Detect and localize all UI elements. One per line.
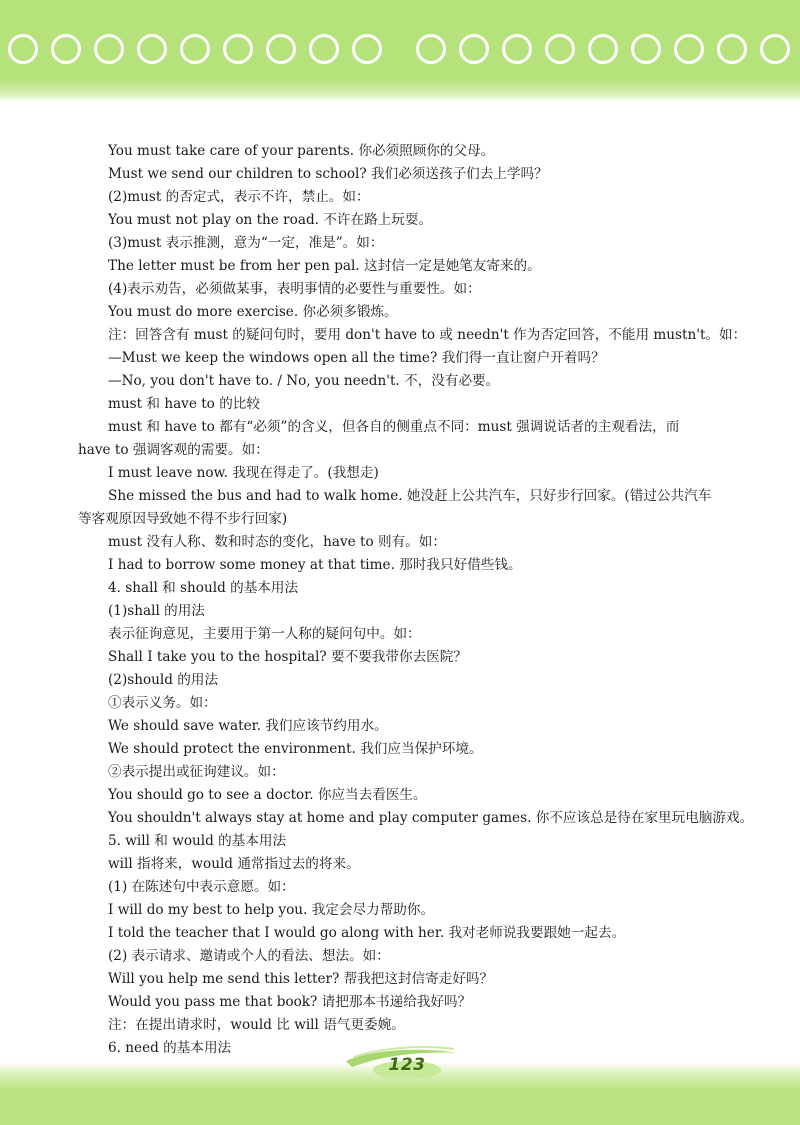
section-heading: must 和 have to 的比较 xyxy=(108,396,260,412)
text-line: I must leave now. 我现在得走了。(我想走) xyxy=(108,465,379,481)
top-decorative-band xyxy=(0,0,800,102)
text-line: (3)must 表示推测，意为“一定，准是”。如： xyxy=(108,235,384,251)
text-line: Shall I take you to the hospital? 要不要我带你去医院？ xyxy=(108,649,467,665)
circle-ornament-icon xyxy=(545,34,575,64)
section-heading: 6. need 的基本用法 xyxy=(108,1040,232,1056)
text-line: You must take care of your parents. 你必须照顾你的父母。 xyxy=(108,143,495,159)
circle-ornament-icon xyxy=(631,34,661,64)
circle-ornament-icon xyxy=(588,34,618,64)
circle-ornament-icon xyxy=(502,34,532,64)
text-line: ①表示义务。如： xyxy=(108,695,217,711)
text-line: must 没有人称、数和时态的变化，have to 则有。如： xyxy=(108,534,446,550)
circle-pattern xyxy=(0,34,800,72)
circle-ornament-icon xyxy=(309,34,339,64)
text-line: will 指将来，would 通常指过去的将来。 xyxy=(108,856,360,872)
circle-ornament-icon xyxy=(717,34,747,64)
circle-ornament-icon xyxy=(94,34,124,64)
circle-ornament-icon xyxy=(266,34,296,64)
text-line: You must do more exercise. 你必须多锻炼。 xyxy=(108,304,398,320)
circle-ornament-icon xyxy=(223,34,253,64)
subsection-heading: (2)should 的用法 xyxy=(108,672,219,688)
text-line: You must not play on the road. 不许在路上玩耍。 xyxy=(108,212,433,228)
section-heading: 5. will 和 would 的基本用法 xyxy=(108,833,287,849)
text-line: The letter must be from her pen pal. 这封信一定是她笔友寄来的。 xyxy=(108,258,541,274)
text-line: (4)表示劝告，必须做某事，表明事情的必要性与重要性。如： xyxy=(108,281,481,297)
circle-ornament-icon xyxy=(674,34,704,64)
text-line: We should save water. 我们应该节约用水。 xyxy=(108,718,388,734)
text-line: She missed the bus and had to walk home. 她没赶上公共汽车，只好步行回家。(错过公共汽车 xyxy=(108,488,712,504)
text-line: You shouldn't always stay at home and play computer games. 你不应该总是待在家里玩电脑游戏。 xyxy=(108,810,754,826)
text-line: I had to borrow some money at that time. 那时我只好借些钱。 xyxy=(108,557,522,573)
subsection-heading: (2) 表示请求、邀请或个人的看法、想法。如： xyxy=(108,948,390,964)
circle-ornament-icon xyxy=(137,34,167,64)
text-line: I told the teacher that I would go along with her. 我对老师说我要跟她一起去。 xyxy=(108,925,626,941)
text-line: 注：在提出请求时，would 比 will 语气更委婉。 xyxy=(108,1017,405,1033)
text-line: 注：回答含有 must 的疑问句时，要用 don't have to 或 needn't 作为否定回答，不能用 mustn't。如： xyxy=(108,327,747,343)
section-heading: 4. shall 和 should 的基本用法 xyxy=(108,580,299,596)
subsection-heading: (1)shall 的用法 xyxy=(108,603,205,619)
text-line: Must we send our children to school? 我们必须送孩子们去上学吗？ xyxy=(108,166,548,182)
text-line: Would you pass me that book? 请把那本书递给我好吗？ xyxy=(108,994,472,1010)
text-line: ②表示提出或征询建议。如： xyxy=(108,764,285,780)
circle-ornament-icon xyxy=(8,34,38,64)
page-number: 123 xyxy=(388,1055,426,1075)
text-line: —Must we keep the windows open all the time? 我们得一直让窗户开着吗？ xyxy=(108,350,605,366)
subsection-heading: (1) 在陈述句中表示意愿。如： xyxy=(108,879,295,895)
circle-ornament-icon xyxy=(180,34,210,64)
text-line: 表示征询意见，主要用于第一人称的疑问句中。如： xyxy=(108,626,421,642)
text-line: We should protect the environment. 我们应当保护环境。 xyxy=(108,741,483,757)
text-line: Will you help me send this letter? 帮我把这封信寄走好吗？ xyxy=(108,971,494,987)
circle-ornament-icon xyxy=(352,34,382,64)
text-line: must 和 have to 都有“必须”的含义，但各自的侧重点不同：must 强调说话者的主观看法，而 xyxy=(108,419,680,435)
text-line: —No, you don't have to. / No, you needn't. 不，没有必要。 xyxy=(108,373,500,389)
text-line: I will do my best to help you. 我定会尽力帮助你。 xyxy=(108,902,435,918)
text-line-continuation: 等客观原因导致她不得不步行回家) xyxy=(78,511,288,527)
circle-ornament-icon xyxy=(416,34,446,64)
page-number-badge xyxy=(342,1043,462,1083)
text-line: (2)must 的否定式，表示不许，禁止。如： xyxy=(108,189,370,205)
circle-ornament-icon xyxy=(459,34,489,64)
text-line-continuation: have to 强调客观的需要。如： xyxy=(78,442,269,458)
text-line: You should go to see a doctor. 你应当去看医生。 xyxy=(108,787,427,803)
circle-ornament-icon xyxy=(760,34,790,64)
circle-ornament-icon xyxy=(51,34,81,64)
